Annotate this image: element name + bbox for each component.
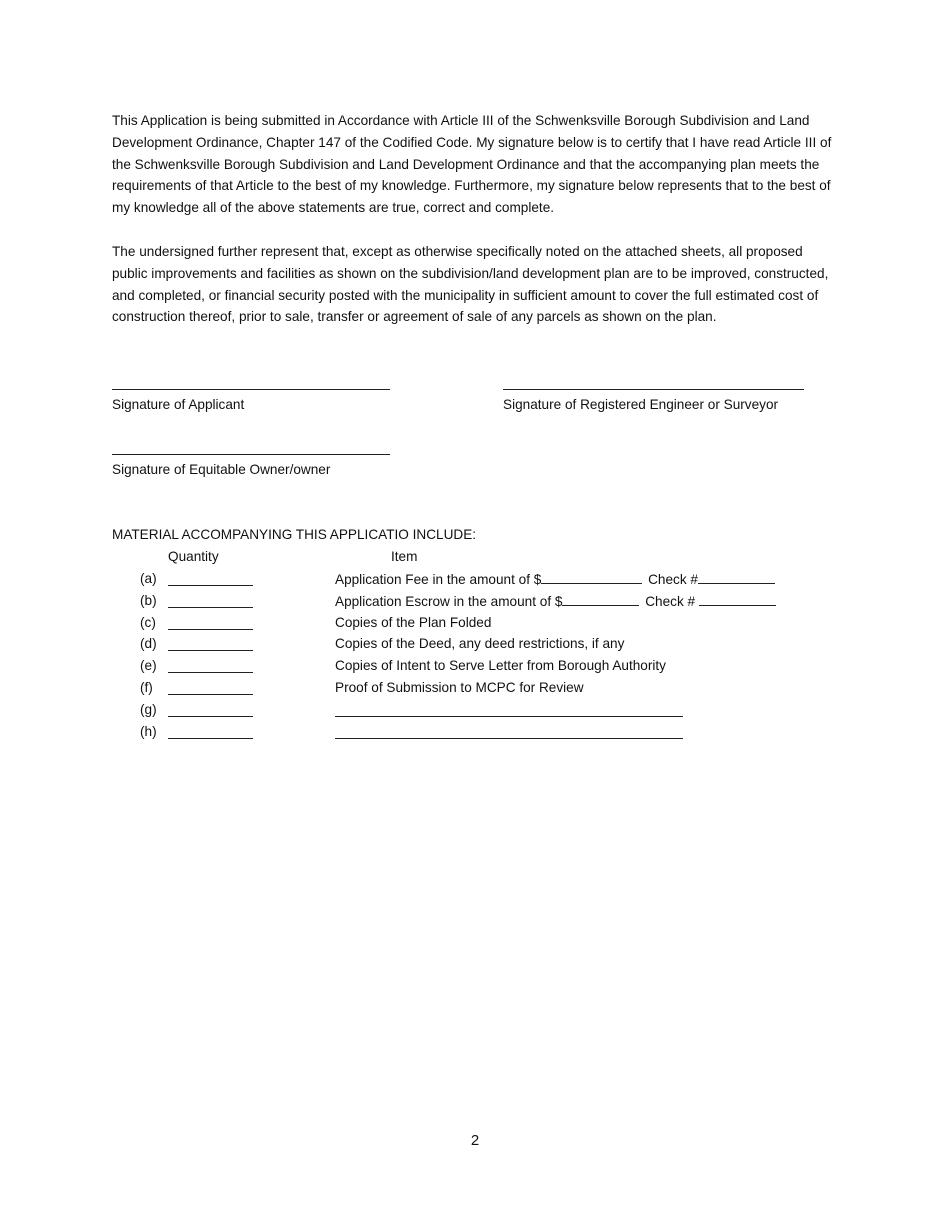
row-letter: (d) bbox=[140, 636, 157, 652]
quantity-blank[interactable] bbox=[168, 658, 253, 673]
material-row-b bbox=[0, 590, 950, 612]
material-row-a bbox=[0, 568, 950, 590]
quantity-blank[interactable] bbox=[168, 680, 253, 695]
material-row-g bbox=[0, 699, 950, 721]
improvements-paragraph: The undersigned further represent that, except as otherwise specifically noted on the attached sheets, all proposed public improvements and facilities as shown on the subdivision/land development plan are to be improved, constructed, and completed, or financial security posted with the municipality in sufficient amount to cover the full estimated cost of construction thereof, prior to sale, transfer or agreement of sale of any parcels as shown on the plan. bbox=[112, 244, 829, 325]
quantity-blank[interactable] bbox=[168, 636, 253, 651]
material-row-d bbox=[0, 633, 950, 655]
quantity-blank[interactable] bbox=[168, 702, 253, 717]
item-blank[interactable] bbox=[335, 724, 683, 739]
page-number: 2 bbox=[470, 1132, 480, 1149]
item-label: Application Escrow in the amount of $ bbox=[335, 593, 563, 609]
applicant-signature-line[interactable] bbox=[112, 369, 390, 390]
row-letter: (h) bbox=[140, 723, 157, 739]
quantity-column-header: Quantity bbox=[168, 549, 219, 564]
material-row-h bbox=[0, 721, 950, 743]
material-row-f bbox=[0, 677, 950, 699]
row-letter: (f) bbox=[140, 679, 153, 695]
row-letter: (c) bbox=[140, 614, 156, 630]
application-escrow-item bbox=[335, 592, 778, 611]
quantity-blank[interactable] bbox=[168, 571, 253, 586]
escrow-amount-blank[interactable] bbox=[562, 592, 639, 606]
engineer-signature-block bbox=[503, 369, 804, 414]
check-label: Check # bbox=[648, 572, 698, 587]
row-letter: (b) bbox=[140, 592, 157, 608]
material-row-c bbox=[0, 612, 950, 634]
material-row-e bbox=[0, 655, 950, 677]
applicant-signature-block bbox=[112, 369, 390, 414]
item-label: Copies of the Plan Folded bbox=[335, 614, 492, 630]
item-label: Application Fee in the amount of $ bbox=[335, 572, 542, 587]
row-letter: (a) bbox=[140, 571, 157, 586]
engineer-signature-line[interactable] bbox=[503, 369, 804, 390]
quantity-blank[interactable] bbox=[168, 615, 253, 630]
applicant-signature-label: Signature of Applicant bbox=[112, 397, 245, 412]
owner-signature-label: Signature of Equitable Owner/owner bbox=[112, 462, 331, 477]
quantity-blank[interactable] bbox=[168, 724, 253, 739]
fee-check-number-blank[interactable] bbox=[698, 570, 775, 584]
row-letter: (e) bbox=[140, 658, 157, 674]
certification-paragraph: This Application is being submitted in Accordance with Article III of the Schwenksville Borough Subdivision and Land Development Ordinance, Chapter 147 of the Codified Code. My signature below is to certify that I have read Article III of the Schwenksville Borough Subdivision and Land Development Ordinance and that the accompanying plan meets the requirements of that Article to the best of my knowledge. Furthermore, my signature below represents that to the best of my knowledge all of the above statements are true, correct and complete. bbox=[112, 113, 832, 216]
engineer-signature-label: Signature of Registered Engineer or Surveyor bbox=[503, 397, 779, 412]
check-label: Check # bbox=[645, 593, 696, 609]
row-letter: (g) bbox=[140, 701, 157, 717]
application-fee-item bbox=[335, 570, 777, 589]
escrow-check-number-blank[interactable] bbox=[699, 592, 776, 606]
materials-list bbox=[0, 568, 950, 742]
item-label: Copies of the Deed, any deed restrictions, if any bbox=[335, 636, 625, 652]
item-label: Proof of Submission to MCPC for Review bbox=[335, 679, 584, 695]
owner-signature-line[interactable] bbox=[112, 434, 390, 455]
owner-signature-block bbox=[112, 434, 390, 479]
quantity-blank[interactable] bbox=[168, 593, 253, 608]
item-label: Copies of Intent to Serve Letter from Borough Authority bbox=[335, 658, 666, 674]
fee-amount-blank[interactable] bbox=[541, 570, 642, 584]
item-blank[interactable] bbox=[335, 702, 683, 717]
item-column-header: Item bbox=[391, 549, 418, 564]
materials-heading: MATERIAL ACCOMPANYING THIS APPLICATIO INCLUDE: bbox=[112, 527, 477, 542]
